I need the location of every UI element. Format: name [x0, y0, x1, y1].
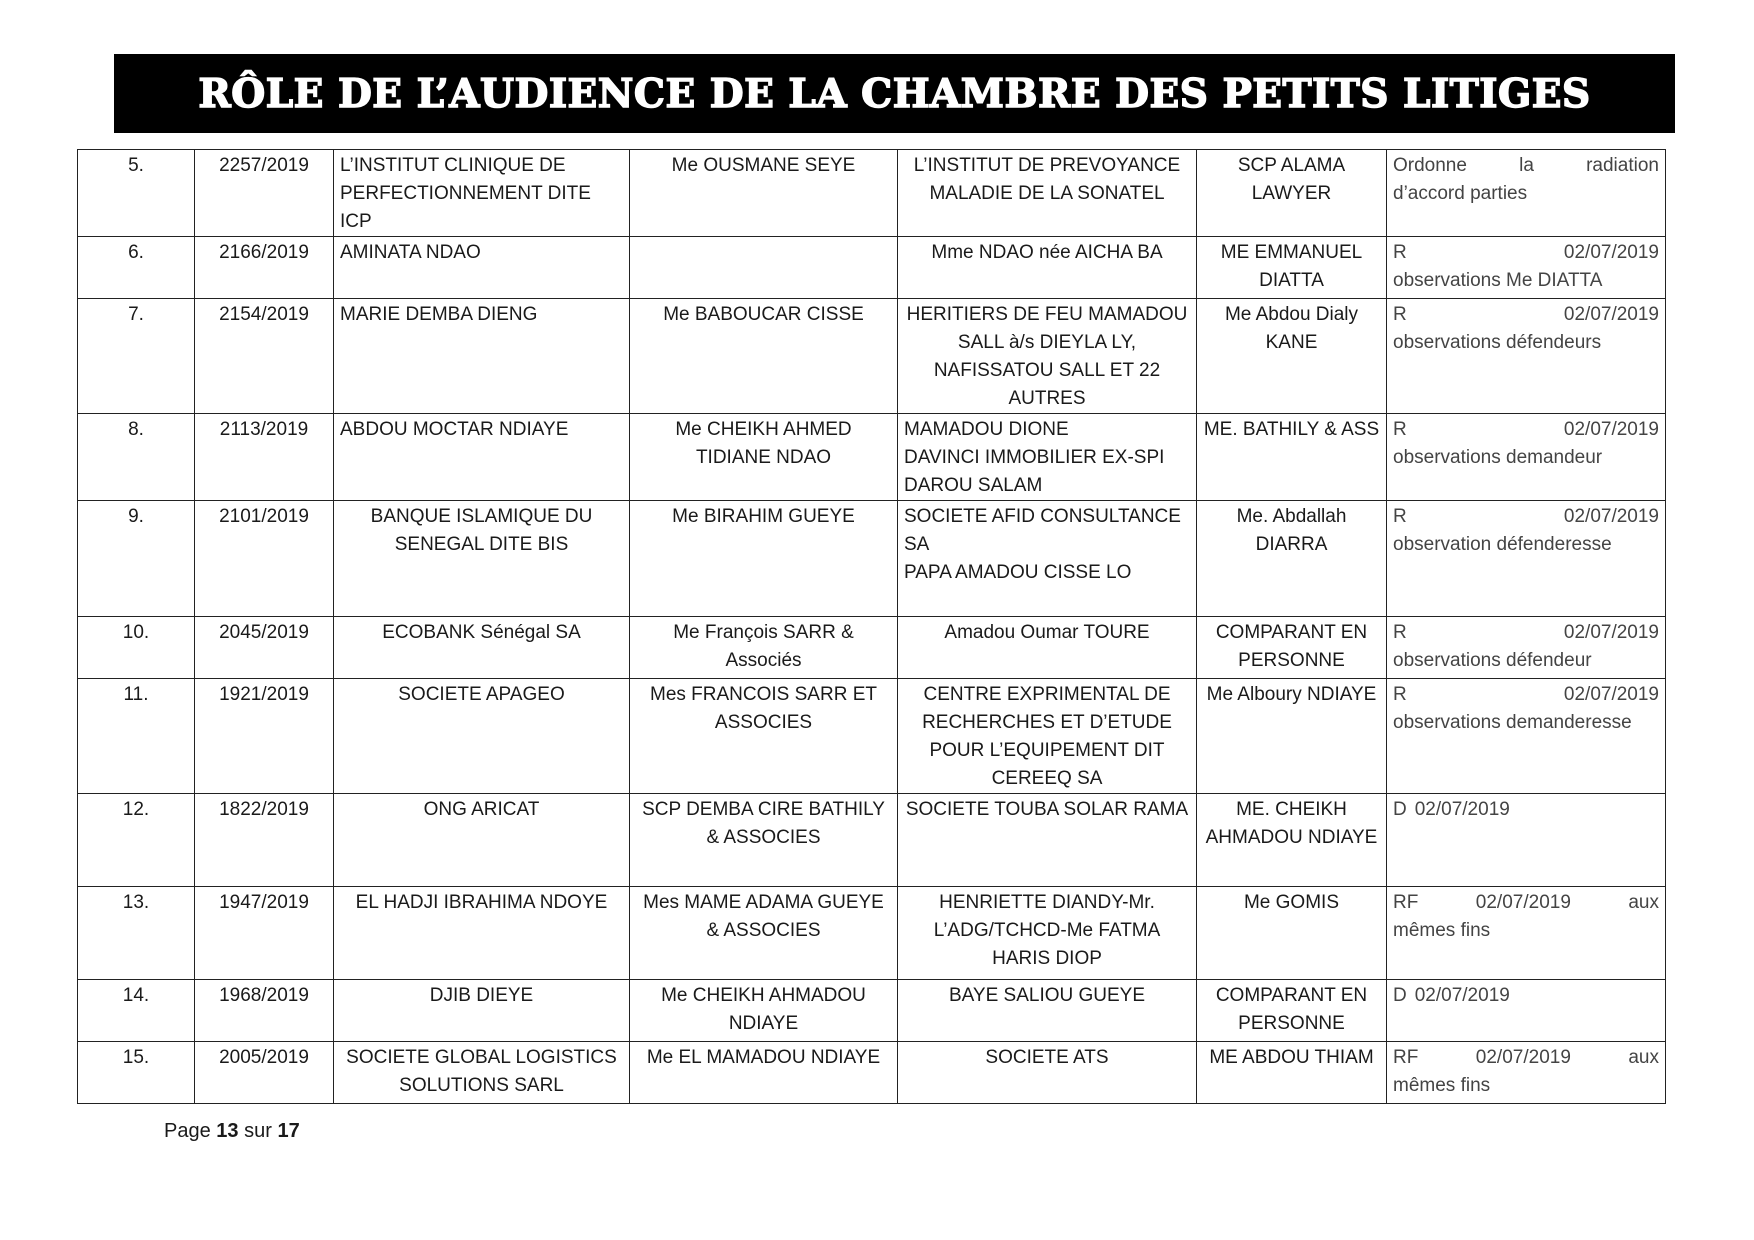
defendant-cell: Mme NDAO née AICHA BA — [898, 237, 1197, 299]
row-number: 13. — [78, 887, 195, 980]
defendant-lawyer-cell: Me. Abdallah DIARRA — [1197, 501, 1387, 617]
table-row — [78, 980, 1666, 1042]
table-row — [78, 501, 1666, 617]
decision-word: R — [1393, 419, 1407, 440]
decision-word: 02/07/2019 — [1563, 622, 1659, 643]
page-footer — [164, 1120, 300, 1143]
decision-first-line — [1393, 889, 1659, 917]
decision-cell — [1387, 150, 1666, 237]
decision-remainder: observation défenderesse — [1393, 534, 1612, 555]
row-number: 10. — [78, 617, 195, 679]
plaintiff-lawyer-cell: SCP DEMBA CIRE BATHILY & ASSOCIES — [630, 794, 898, 887]
decision-word: 02/07/2019 — [1414, 799, 1510, 820]
decision-word: aux — [1628, 892, 1659, 913]
defendant-cell: BAYE SALIOU GUEYE — [898, 980, 1197, 1042]
defendant-lawyer-cell: ME. CHEIKH AHMADOU NDIAYE — [1197, 794, 1387, 887]
decision-first-line — [1393, 796, 1659, 824]
row-number: 6. — [78, 237, 195, 299]
case-reference: 2005/2019 — [195, 1042, 334, 1104]
decision-remainder: d’accord parties — [1393, 183, 1528, 204]
case-reference: 2154/2019 — [195, 299, 334, 414]
table-row — [78, 414, 1666, 501]
footer-total-pages: 17 — [277, 1120, 300, 1142]
defendant-cell: SOCIETE AFID CONSULTANCE SA PAPA AMADOU CISSE LO — [898, 501, 1197, 617]
plaintiff-cell: EL HADJI IBRAHIMA NDOYE — [334, 887, 630, 980]
table-row — [78, 679, 1666, 794]
decision-remainder: mêmes fins — [1393, 920, 1491, 941]
plaintiff-cell: SOCIETE APAGEO — [334, 679, 630, 794]
case-reference: 2113/2019 — [195, 414, 334, 501]
decision-word: R — [1393, 242, 1407, 263]
footer-current-page: 13 — [216, 1120, 239, 1142]
decision-first-line — [1393, 152, 1659, 180]
defendant-cell: SOCIETE TOUBA SOLAR RAMA — [898, 794, 1197, 887]
plaintiff-lawyer-cell: Mes FRANCOIS SARR ET ASSOCIES — [630, 679, 898, 794]
decision-cell — [1387, 887, 1666, 980]
table-row — [78, 150, 1666, 237]
hearing-roll-table — [77, 149, 1666, 1104]
decision-cell — [1387, 237, 1666, 299]
title-banner — [114, 54, 1675, 133]
decision-first-line — [1393, 982, 1659, 1010]
defendant-lawyer-cell: Me Alboury NDIAYE — [1197, 679, 1387, 794]
row-number: 11. — [78, 679, 195, 794]
case-reference: 1968/2019 — [195, 980, 334, 1042]
plaintiff-lawyer-cell: Me BIRAHIM GUEYE — [630, 501, 898, 617]
defendant-cell: SOCIETE ATS — [898, 1042, 1197, 1104]
defendant-cell: MAMADOU DIONE DAVINCI IMMOBILIER EX-SPI DAROU SALAM — [898, 414, 1197, 501]
footer-middle: sur — [244, 1120, 272, 1142]
decision-word: 02/07/2019 — [1563, 419, 1659, 440]
case-reference: 2101/2019 — [195, 501, 334, 617]
decision-word: RF — [1393, 892, 1419, 913]
table-row — [78, 299, 1666, 414]
decision-word: RF — [1393, 1047, 1419, 1068]
plaintiff-lawyer-cell: Me François SARR & Associés — [630, 617, 898, 679]
decision-remainder: observations défendeurs — [1393, 332, 1602, 353]
defendant-cell: L’INSTITUT DE PREVOYANCE MALADIE DE LA SONATEL — [898, 150, 1197, 237]
plaintiff-cell: MARIE DEMBA DIENG — [334, 299, 630, 414]
plaintiff-cell: DJIB DIEYE — [334, 980, 630, 1042]
decision-word: radiation — [1586, 155, 1659, 176]
decision-word: D — [1393, 799, 1407, 820]
decision-first-line — [1393, 503, 1659, 531]
decision-cell — [1387, 414, 1666, 501]
plaintiff-lawyer-cell: Me OUSMANE SEYE — [630, 150, 898, 237]
defendant-lawyer-cell: ME EMMANUEL DIATTA — [1197, 237, 1387, 299]
decision-word: 02/07/2019 — [1563, 506, 1659, 527]
case-reference: 1822/2019 — [195, 794, 334, 887]
plaintiff-cell: SOCIETE GLOBAL LOGISTICS SOLUTIONS SARL — [334, 1042, 630, 1104]
case-reference: 1947/2019 — [195, 887, 334, 980]
decision-word: D — [1393, 985, 1407, 1006]
decision-remainder: observations demanderesse — [1393, 712, 1632, 733]
defendant-cell: HERITIERS DE FEU MAMADOU SALL à/s DIEYLA LY, NAFISSATOU SALL ET 22 AUTRES — [898, 299, 1197, 414]
plaintiff-cell: ABDOU MOCTAR NDIAYE — [334, 414, 630, 501]
decision-cell — [1387, 980, 1666, 1042]
decision-cell — [1387, 1042, 1666, 1104]
case-reference: 2045/2019 — [195, 617, 334, 679]
decision-first-line — [1393, 681, 1659, 709]
defendant-lawyer-cell: COMPARANT EN PERSONNE — [1197, 617, 1387, 679]
defendant-cell: CENTRE EXPRIMENTAL DE RECHERCHES ET D’ETUDE POUR L’EQUIPEMENT DIT CEREEQ SA — [898, 679, 1197, 794]
case-reference: 2257/2019 — [195, 150, 334, 237]
plaintiff-cell: BANQUE ISLAMIQUE DU SENEGAL DITE BIS — [334, 501, 630, 617]
row-number: 7. — [78, 299, 195, 414]
decision-cell — [1387, 679, 1666, 794]
decision-first-line — [1393, 416, 1659, 444]
plaintiff-cell: L’INSTITUT CLINIQUE DE PERFECTIONNEMENT DITE ICP — [334, 150, 630, 237]
defendant-cell: Amadou Oumar TOURE — [898, 617, 1197, 679]
decision-remainder: mêmes fins — [1393, 1075, 1491, 1096]
table-row — [78, 617, 1666, 679]
decision-cell — [1387, 299, 1666, 414]
decision-word: R — [1393, 304, 1407, 325]
table-row — [78, 237, 1666, 299]
defendant-lawyer-cell: COMPARANT EN PERSONNE — [1197, 980, 1387, 1042]
page-title: RÔLE DE L’AUDIENCE DE LA CHAMBRE DES PETITS LITIGES — [198, 70, 1591, 117]
decision-first-line — [1393, 619, 1659, 647]
decision-word: Ordonne — [1393, 155, 1467, 176]
defendant-lawyer-cell: ME. BATHILY & ASS — [1197, 414, 1387, 501]
decision-word: R — [1393, 684, 1407, 705]
plaintiff-cell: AMINATA NDAO — [334, 237, 630, 299]
defendant-lawyer-cell: SCP ALAMA LAWYER — [1197, 150, 1387, 237]
decision-word: 02/07/2019 — [1563, 304, 1659, 325]
decision-word: 02/07/2019 — [1563, 242, 1659, 263]
decision-word: 02/07/2019 — [1563, 684, 1659, 705]
defendant-lawyer-cell: ME ABDOU THIAM — [1197, 1042, 1387, 1104]
decision-word: aux — [1628, 1047, 1659, 1068]
decision-word: R — [1393, 622, 1407, 643]
plaintiff-cell: ONG ARICAT — [334, 794, 630, 887]
defendant-lawyer-cell: Me Abdou Dialy KANE — [1197, 299, 1387, 414]
plaintiff-lawyer-cell: Me CHEIKH AHMADOU NDIAYE — [630, 980, 898, 1042]
decision-first-line — [1393, 301, 1659, 329]
defendant-lawyer-cell: Me GOMIS — [1197, 887, 1387, 980]
defendant-cell: HENRIETTE DIANDY-Mr. L’ADG/TCHCD-Me FATMA HARIS DIOP — [898, 887, 1197, 980]
plaintiff-lawyer-cell: Me BABOUCAR CISSE — [630, 299, 898, 414]
row-number: 12. — [78, 794, 195, 887]
plaintiff-lawyer-cell — [630, 237, 898, 299]
footer-prefix: Page — [164, 1120, 211, 1142]
plaintiff-lawyer-cell: Me CHEIKH AHMED TIDIANE NDAO — [630, 414, 898, 501]
plaintiff-lawyer-cell: Mes MAME ADAMA GUEYE & ASSOCIES — [630, 887, 898, 980]
decision-remainder: observations Me DIATTA — [1393, 270, 1603, 291]
decision-first-line — [1393, 1044, 1659, 1072]
table-row — [78, 1042, 1666, 1104]
row-number: 8. — [78, 414, 195, 501]
decision-first-line — [1393, 239, 1659, 267]
case-reference: 1921/2019 — [195, 679, 334, 794]
decision-word: 02/07/2019 — [1414, 985, 1510, 1006]
row-number: 5. — [78, 150, 195, 237]
case-reference: 2166/2019 — [195, 237, 334, 299]
plaintiff-lawyer-cell: Me EL MAMADOU NDIAYE — [630, 1042, 898, 1104]
row-number: 14. — [78, 980, 195, 1042]
decision-cell — [1387, 501, 1666, 617]
table-row — [78, 794, 1666, 887]
decision-word: R — [1393, 506, 1407, 527]
table-row — [78, 887, 1666, 980]
decision-word: la — [1519, 155, 1534, 176]
row-number: 15. — [78, 1042, 195, 1104]
decision-word: 02/07/2019 — [1475, 1047, 1571, 1068]
row-number: 9. — [78, 501, 195, 617]
decision-cell — [1387, 617, 1666, 679]
decision-word: 02/07/2019 — [1475, 892, 1571, 913]
decision-remainder: observations défendeur — [1393, 650, 1592, 671]
decision-cell — [1387, 794, 1666, 887]
decision-remainder: observations demandeur — [1393, 447, 1603, 468]
plaintiff-cell: ECOBANK Sénégal SA — [334, 617, 630, 679]
